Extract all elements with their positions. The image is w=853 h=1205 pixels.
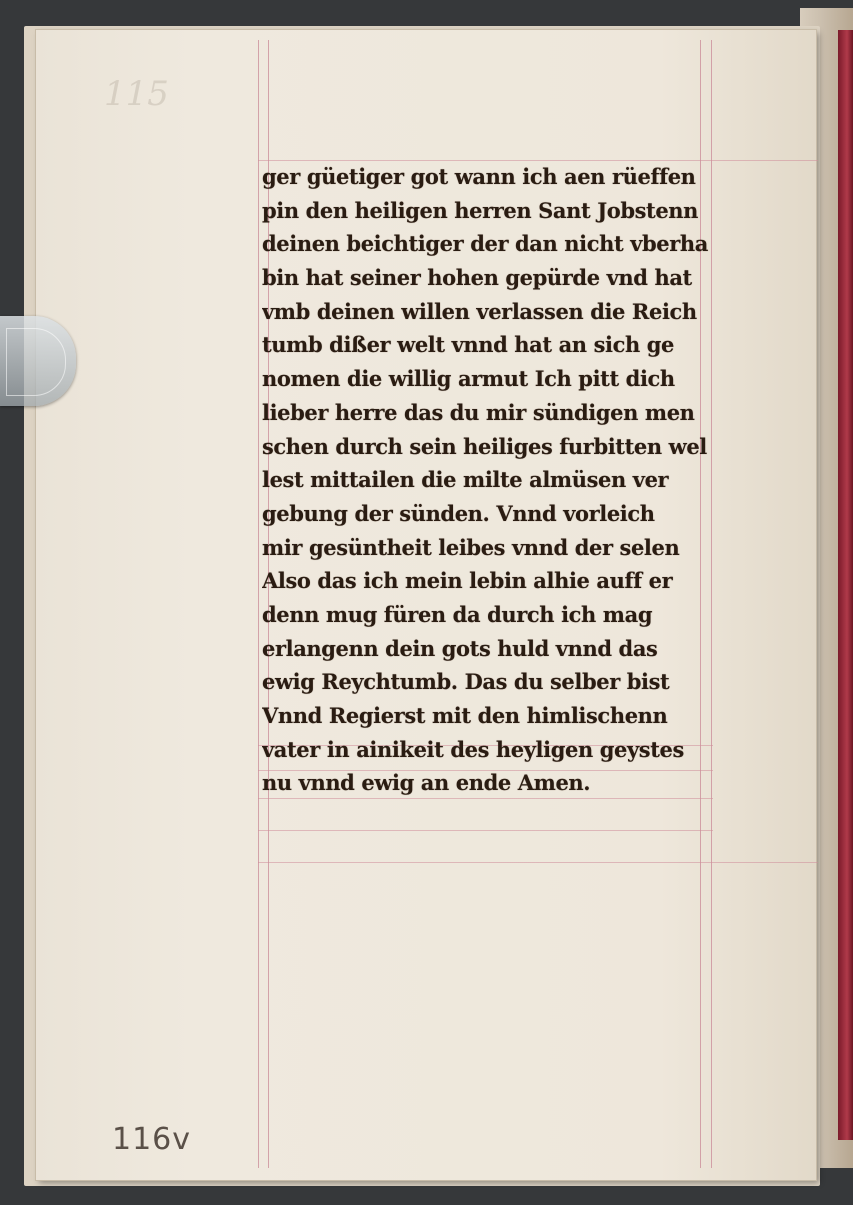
text-line: lest mittailen die milte almüsen ver [262,467,669,493]
text-line: bin hat seiner hohen gepürde vnd hat [262,265,692,291]
text-line: ewig Reychtumb. Das du selber bist [262,669,670,695]
text-line: nomen die willig armut Ich pitt dich [262,366,675,392]
text-line: ger güetiger got wann ich aen rüeffen [262,164,696,189]
text-line: lieber herre das du mir sündigen men [262,399,695,425]
facing-page-edge [838,30,853,1140]
text-line: Also das ich mein lebin alhie auff er [262,568,673,594]
ruling-bottom [258,862,818,863]
page-clip [0,316,76,406]
manuscript-text [262,160,722,800]
text-line: vmb deinen willen verlassen die Reich [262,298,697,324]
text-line: schen durch sein heiliges furbitten wel [262,433,707,459]
ruling-row [258,830,713,831]
ruling-left-outer [258,40,259,1168]
text-line: gebung der sünden. Vnnd vorleich [262,500,655,526]
text-line: denn mug füren da durch ich mag [262,601,653,627]
text-line: pin den heiligen herren Sant Jobstenn [262,197,699,223]
text-line: erlangenn dein gots huld vnnd das [262,635,658,661]
text-line: mir gesüntheit leibes vnnd der selen [262,534,680,560]
ghost-folio-mark: 115 [104,74,169,114]
folio-number: 116v [112,1122,192,1157]
text-line: nu vnnd ewig an ende Amen. [262,770,591,796]
text-line: tumb dißer welt vnnd hat an sich ge [262,332,674,358]
text-line: vater in ainikeit des heyligen geystes [262,736,684,762]
text-line: deinen beichtiger der dan nicht vberha [262,231,708,257]
text-line: Vnnd Regierst mit den himlischenn [262,703,668,728]
